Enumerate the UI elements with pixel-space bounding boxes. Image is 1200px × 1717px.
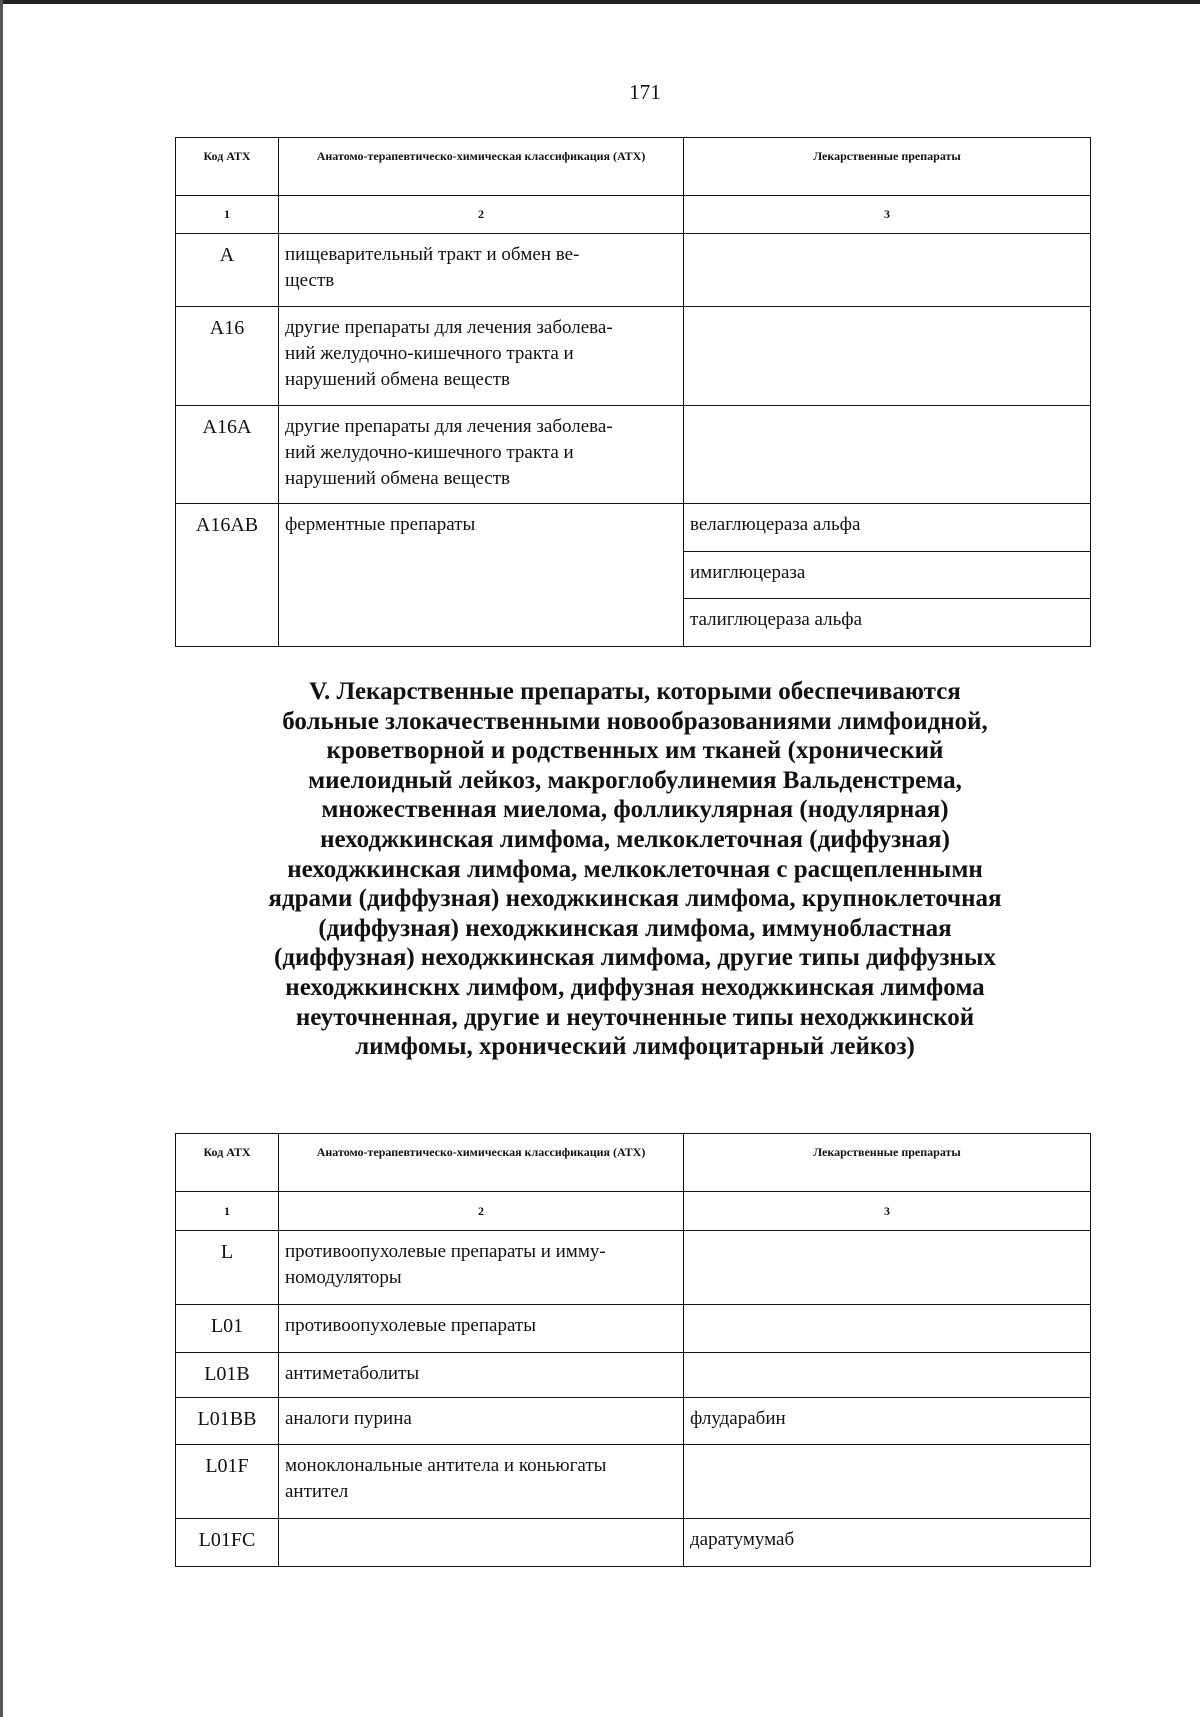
atx-description: моноклональные антитела и коньюгаты антител [279,1445,684,1519]
atx-description: другие препараты для лечения заболева- ний желудочно-кишечного тракта и нарушений обмена веществ [279,307,684,406]
atx-description: другие препараты для лечения заболева- ний желудочно-кишечного тракта и нарушений обмена веществ [279,406,684,504]
atx-description: аналоги пурина [279,1398,684,1445]
scan-edge-top [0,0,1200,4]
atx-code: A16AB [176,504,279,647]
atx-description: пищеварительный тракт и обмен ве- ществ [279,234,684,307]
table-row [176,1231,1091,1305]
table-row [176,1398,1091,1445]
drug-cell-empty [684,1445,1091,1519]
drug-name: велаглюцераза альфа [684,504,1091,552]
atx-code: L01FC [176,1519,279,1567]
header-drugs: Лекарственные препараты [684,138,1091,196]
column-number: 3 [684,196,1091,234]
atx-code: A16A [176,406,279,504]
atx-description: противоопухолевые препараты [279,1305,684,1353]
atx-code: L01BB [176,1398,279,1445]
header-code: Код АТХ [176,1134,279,1192]
column-number: 2 [279,196,684,234]
atx-description: ферментные препараты [279,504,684,647]
drug-cell-empty [684,1353,1091,1398]
atx-code: L01F [176,1445,279,1519]
atx-code: A16 [176,307,279,406]
scan-edge-left [0,0,3,1717]
drug-name: талиглюцераза альфа [684,599,1091,647]
column-number: 1 [176,196,279,234]
table-row [176,1445,1091,1519]
header-classification: Анатомо-терапевтическо-химическая классификация (АТХ) [279,138,684,196]
drug-cell-empty [684,234,1091,307]
atx-code: L01 [176,1305,279,1353]
drug-cell-empty [684,1231,1091,1305]
table-row [176,406,1091,504]
drug-cell-empty [684,307,1091,406]
column-number-row [176,1192,1091,1231]
header-drugs: Лекарственные препараты [684,1134,1091,1192]
atx-description-empty [279,1519,684,1567]
drug-name: даратумумаб [684,1519,1091,1567]
atx-description: противоопухолевые препараты и имму- номодуляторы [279,1231,684,1305]
page-number: 171 [629,80,661,104]
column-number: 3 [684,1192,1091,1231]
table-row [176,504,1091,552]
atx-code: A [176,234,279,307]
atx-table-1 [175,137,1091,647]
drug-cell-empty [684,406,1091,504]
atx-description: антиметаболиты [279,1353,684,1398]
table-header-row [176,1134,1091,1192]
header-code: Код АТХ [176,138,279,196]
drug-cell-empty [684,1305,1091,1353]
column-number-row [176,196,1091,234]
section-title: V. Лекарственные препараты, которыми обеспечиваются больные злокачественными новообразованиями лимфоидной, кроветворной и родственных им тканей (хронический миелоидный лейкоз, макроглобулинемия Вальденстрема, множественная миелома, фолликулярная (нодулярная) неходжкинская лимфома, мелкоклеточная (диффузная) неходжкинская лимфома, мелкоклеточная с расщепленнымн ядрами (диффузная) неходжкинская лимфома, крупноклеточная (диффузная) неходжкинская лимфома, иммунобластная (диффузная) неходжкинская лимфома, другие типы диффузных неходжкинскнх лимфом, диффузная неходжкинская лимфома неуточненная, другие и неуточненные типы неходжкинской лимфомы, хронический лимфоцитарный лейкоз) [268,678,1002,1061]
drug-name: флударабин [684,1398,1091,1445]
column-number: 1 [176,1192,279,1231]
header-classification: Анатомо-терапевтическо-химическая классификация (АТХ) [279,1134,684,1192]
table-row [176,1519,1091,1567]
atx-code: L [176,1231,279,1305]
table-header-row [176,138,1091,196]
table-row [176,234,1091,307]
column-number: 2 [279,1192,684,1231]
table-row [176,307,1091,406]
atx-table-2 [175,1133,1091,1567]
table-row [176,1305,1091,1353]
drug-name: имиглюцераза [684,552,1091,599]
atx-code: L01B [176,1353,279,1398]
table-row [176,1353,1091,1398]
